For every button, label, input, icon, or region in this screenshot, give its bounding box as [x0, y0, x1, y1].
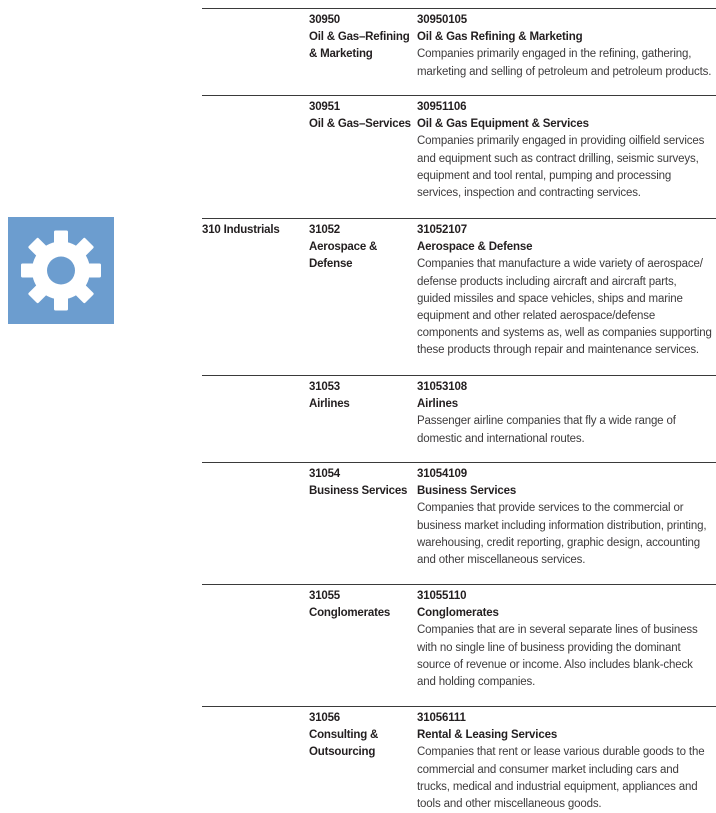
industry-classification-table	[202, 8, 716, 813]
table-row	[202, 218, 716, 375]
industry-cell	[417, 99, 713, 202]
subsector-code: 30951	[309, 101, 340, 113]
industry-name: Oil & Gas Refining & Marketing	[417, 31, 583, 44]
subsector-code: 31052	[309, 224, 340, 236]
subsector-code: 31053	[309, 381, 340, 393]
industry-code: 31053108	[417, 381, 467, 393]
industry-code: 30951106	[417, 101, 467, 113]
industry-code: 31055110	[417, 590, 467, 602]
industry-cell	[417, 222, 713, 360]
subsector-cell	[309, 379, 413, 413]
industry-name: Conglomerates	[417, 607, 499, 620]
subsector-cell	[309, 710, 413, 762]
industry-description: Companies that are in several separate lines of business with no single line of business providing the dominant source of revenue or income. Also includes blank-check and holding companies.	[417, 624, 698, 689]
subsector-cell	[309, 99, 413, 133]
industry-description: Passenger airline companies that fly a wide range of domestic and international routes.	[417, 415, 676, 445]
industry-code: 31056111	[417, 712, 466, 724]
industry-name: Rental & Leasing Services	[417, 729, 558, 742]
industry-description: Companies primarily engaged in providing oilfield services and equipment such as contract drilling, seismic surveys, equipment and tool rental, pumping and processing services, inspection and contracting services.	[417, 135, 705, 200]
industry-code: 30950105	[417, 14, 467, 26]
industry-name: Airlines	[417, 398, 458, 411]
subsector-code: 31054	[309, 468, 340, 480]
industry-cell	[417, 710, 713, 813]
subsector-code: 31056	[309, 712, 340, 724]
subsector-name: Oil & Gas–Refining & Marketing	[309, 31, 410, 61]
industry-description: Companies that rent or lease various durable goods to the commercial and consumer market including cars and trucks, medical and industrial equipment, appliances and tools and other miscellaneous goods.	[417, 746, 705, 811]
subsector-name: Aerospace & Defense	[309, 241, 378, 271]
industry-description: Companies primarily engaged in the refining, gathering, marketing and selling of petroleum and petroleum products.	[417, 48, 712, 78]
sector-gear-badge	[8, 217, 114, 324]
industry-description: Companies that provide services to the commercial or business market including information distribution, printing, warehousing, credit reporting, graphic design, accounting and other miscellaneous services.	[417, 502, 707, 567]
subsector-name: Conglomerates	[309, 607, 391, 620]
industry-cell	[417, 466, 713, 569]
subsector-code: 30950	[309, 14, 340, 26]
subsector-cell	[309, 466, 413, 500]
industry-code: 31052107	[417, 224, 467, 236]
gear-icon	[8, 217, 114, 324]
table-row	[202, 95, 716, 218]
subsector-name: Consulting & Outsourcing	[309, 729, 379, 759]
subsector-name: Business Services	[309, 485, 408, 498]
subsector-cell	[309, 588, 413, 622]
sector-label: 310 Industrials	[202, 224, 280, 236]
industry-cell	[417, 588, 713, 691]
table-row	[202, 462, 716, 584]
subsector-code: 31055	[309, 590, 340, 602]
subsector-cell	[309, 12, 413, 64]
subsector-name: Airlines	[309, 398, 350, 411]
industry-name: Aerospace & Defense	[417, 241, 533, 254]
industry-name: Oil & Gas Equipment & Services	[417, 118, 589, 131]
industry-name: Business Services	[417, 485, 517, 498]
industry-code: 31054109	[417, 468, 467, 480]
industry-description: Companies that manufacture a wide variety of aerospace/ defense products including aircraft and aircraft parts, guided missiles and space vehicles, ships and marine equipment and other related aerospace/defense components and systems as, well as companies supporting these products through repair and maintenance services.	[417, 258, 712, 357]
table-row	[202, 584, 716, 706]
industry-cell	[417, 379, 713, 448]
subsector-name: Oil & Gas–Services	[309, 118, 411, 131]
table-row	[202, 706, 716, 813]
subsector-cell	[309, 222, 413, 274]
table-row	[202, 8, 716, 95]
table-row	[202, 375, 716, 462]
industry-cell	[417, 12, 713, 81]
